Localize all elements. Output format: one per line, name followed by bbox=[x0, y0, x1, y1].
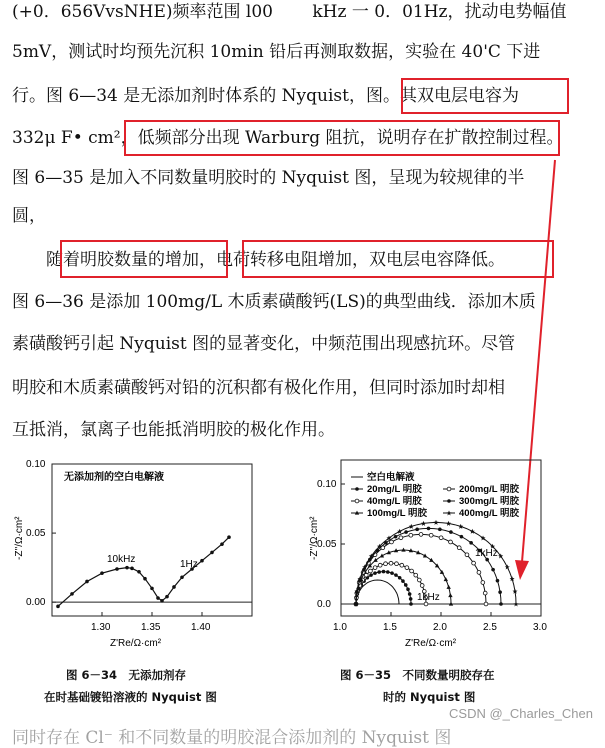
text-line: 明胶和木质素磺酸钙对铅的沉积都有极化作用，但同时添加时却相 bbox=[12, 378, 505, 398]
data-point bbox=[408, 592, 412, 596]
annotation-label: 1kHz bbox=[417, 592, 440, 603]
figure-6-34 bbox=[10, 450, 260, 654]
data-point bbox=[498, 590, 502, 594]
data-point bbox=[377, 570, 381, 574]
x-tick-label: 2.0 bbox=[433, 622, 447, 633]
annotation-label: 1kHz bbox=[475, 548, 498, 559]
data-point bbox=[180, 576, 184, 580]
data-point bbox=[378, 563, 382, 567]
x-tick-label: 1.0 bbox=[333, 622, 347, 633]
data-point bbox=[414, 573, 418, 577]
data-point bbox=[469, 541, 473, 545]
text-line: 互抵消，氯离子也能抵消明胶的极化作用。 bbox=[12, 420, 335, 440]
data-point bbox=[415, 528, 419, 532]
data-point bbox=[373, 571, 377, 575]
data-point bbox=[420, 584, 424, 588]
text-line: 5mV，测试时均预先沉积 10min 铅后再测取数据，实验在 40'C 下进 bbox=[12, 42, 541, 62]
series-line bbox=[58, 537, 229, 606]
data-point bbox=[421, 521, 426, 526]
text-line: 行。图 6—34 是无添加剂时体系的 Nyquist，图。其双电层电容为 bbox=[12, 86, 519, 106]
data-point bbox=[447, 499, 451, 503]
text-line: 332μ F• cm²，低频部分出现 Warburg 阻抗，说明存在扩散控制过程。 bbox=[12, 128, 564, 148]
data-point bbox=[404, 583, 408, 587]
data-point bbox=[227, 535, 231, 539]
data-point bbox=[409, 533, 413, 537]
data-point bbox=[409, 602, 413, 606]
text-line: (+0．656VvsNHE)频率范围 l00 kHz 一 0．01Hz，扰动电势幅值 bbox=[12, 2, 567, 22]
data-point bbox=[355, 487, 359, 491]
data-point bbox=[150, 587, 154, 591]
data-point bbox=[484, 602, 488, 606]
text-line-cut-off: 同时存在 Cl⁻ 和不同数量的明胶混合添加剂的 Nyquist 图 bbox=[12, 728, 452, 748]
x-tick-label: 1.35 bbox=[141, 622, 161, 633]
data-point bbox=[143, 577, 147, 581]
legend-entry: 300mg/L 明胶 bbox=[459, 496, 520, 507]
data-point bbox=[470, 529, 475, 534]
data-point bbox=[382, 570, 386, 574]
data-point bbox=[465, 553, 469, 557]
data-point bbox=[85, 580, 89, 584]
data-point bbox=[397, 529, 402, 534]
legend-entry: 100mg/L 明胶 bbox=[367, 508, 428, 519]
figure-caption: 时的 Nyquist 图 bbox=[383, 690, 476, 704]
data-point bbox=[390, 540, 394, 544]
data-point bbox=[496, 579, 500, 583]
data-point bbox=[514, 602, 519, 607]
data-point bbox=[70, 592, 74, 596]
data-point bbox=[137, 570, 141, 574]
data-point bbox=[405, 566, 409, 570]
data-point bbox=[449, 530, 453, 534]
data-point bbox=[398, 576, 402, 580]
data-point bbox=[390, 571, 394, 575]
x-axis-label: Z'Re/Ω·cm² bbox=[405, 638, 457, 649]
x-axis-label: Z'Re/Ω·cm² bbox=[110, 638, 162, 649]
y-tick-label: 0.10 bbox=[26, 459, 46, 470]
data-point bbox=[505, 564, 510, 569]
text-line: 素磺酸钙引起 Nyquist 图的显著变化，中频范围出现感抗环。尽管 bbox=[12, 334, 516, 354]
series-line bbox=[356, 572, 411, 604]
text-line: 图 6—36 是添加 100mg/L 木质素磺酸钙(LS)的典型曲线．添加木质 bbox=[12, 292, 536, 312]
chart-title: 无添加剂的空白电解液 bbox=[64, 472, 164, 483]
x-tick-label: 1.5 bbox=[383, 622, 397, 633]
figure-caption: 在时基础镀铅溶液的 Nyquist 图 bbox=[44, 690, 217, 704]
y-tick-label: 0.0 bbox=[317, 599, 331, 610]
data-point bbox=[395, 562, 399, 566]
data-point bbox=[400, 563, 404, 567]
data-point bbox=[446, 521, 451, 526]
data-point bbox=[429, 533, 433, 537]
data-point bbox=[434, 520, 439, 525]
data-point bbox=[429, 558, 433, 562]
data-point bbox=[130, 567, 134, 571]
figure-caption: 图 6－35 不同数量明胶存在 bbox=[340, 668, 495, 682]
data-point bbox=[449, 540, 453, 544]
legend-entry: 400mg/L 明胶 bbox=[459, 508, 520, 519]
data-point bbox=[457, 546, 461, 550]
annotation-label: 1Hz bbox=[180, 559, 198, 570]
data-point bbox=[160, 599, 164, 603]
x-tick-label: 3.0 bbox=[533, 622, 547, 633]
data-point bbox=[481, 581, 485, 585]
data-point bbox=[447, 487, 451, 491]
data-point bbox=[427, 527, 431, 531]
data-point bbox=[220, 542, 224, 546]
data-point bbox=[384, 562, 388, 566]
x-tick-label: 1.40 bbox=[191, 622, 211, 633]
data-point bbox=[355, 499, 359, 503]
text-line: 圆， bbox=[12, 206, 46, 226]
legend-entry: 200mg/L 明胶 bbox=[459, 484, 520, 495]
text-line: 随着明胶数量的增加，电荷转移电阻增加，双电层电容降低。 bbox=[12, 250, 505, 270]
x-tick-label: 1.30 bbox=[91, 622, 111, 633]
y-tick-label: 0.05 bbox=[317, 539, 337, 550]
data-point bbox=[419, 533, 423, 537]
data-point bbox=[373, 566, 377, 570]
data-point bbox=[210, 551, 214, 555]
data-point bbox=[172, 585, 176, 589]
data-point bbox=[406, 587, 410, 591]
data-point bbox=[369, 569, 373, 573]
data-point bbox=[439, 536, 443, 540]
data-point bbox=[200, 559, 204, 563]
data-point bbox=[373, 558, 377, 562]
figure-caption: 图 6－34 无添加剂存 bbox=[66, 668, 187, 682]
data-point bbox=[394, 535, 398, 539]
data-point bbox=[369, 573, 373, 577]
data-point bbox=[410, 569, 414, 573]
data-point bbox=[409, 597, 413, 601]
data-point bbox=[491, 568, 495, 572]
data-point bbox=[125, 566, 129, 570]
data-point bbox=[394, 573, 398, 577]
data-point bbox=[444, 577, 448, 581]
y-tick-label: 0.00 bbox=[26, 597, 46, 609]
data-point bbox=[438, 528, 442, 532]
data-point bbox=[483, 591, 487, 595]
data-point bbox=[156, 596, 160, 600]
data-point bbox=[56, 605, 60, 609]
data-point bbox=[399, 536, 403, 540]
data-point bbox=[448, 593, 452, 597]
data-point bbox=[404, 530, 408, 534]
legend-entry: 20mg/L 明胶 bbox=[367, 484, 422, 495]
y-axis-label: -Z''/Ω·cm² bbox=[14, 516, 25, 560]
data-point bbox=[389, 561, 393, 565]
nyquist-chart-gelatin bbox=[305, 450, 565, 650]
figure-6-35 bbox=[305, 450, 565, 654]
y-tick-label: 0.05 bbox=[26, 528, 46, 540]
data-point bbox=[165, 595, 169, 599]
data-point bbox=[472, 561, 476, 565]
y-tick-label: 0.10 bbox=[317, 479, 337, 490]
data-point bbox=[115, 567, 119, 571]
data-point bbox=[100, 571, 104, 575]
data-point bbox=[401, 579, 405, 583]
legend-entry: 40mg/L 明胶 bbox=[367, 496, 422, 507]
data-point bbox=[447, 511, 452, 516]
data-point bbox=[499, 602, 503, 606]
text-line: 图 6—35 是加入不同数量明胶时的 Nyquist 图，呈现为较规律的半 bbox=[12, 168, 525, 188]
data-point bbox=[458, 524, 463, 529]
data-point bbox=[386, 570, 390, 574]
data-point bbox=[460, 535, 464, 539]
annotation-label: 10kHz bbox=[107, 554, 136, 565]
data-point bbox=[417, 578, 421, 582]
data-point bbox=[477, 571, 481, 575]
data-point bbox=[409, 524, 414, 529]
y-axis-label: -Z''/Ω·cm² bbox=[309, 516, 320, 560]
legend-entry: 空白电解液 bbox=[367, 472, 415, 483]
x-tick-label: 2.5 bbox=[483, 622, 497, 633]
nyquist-chart-blank bbox=[10, 450, 260, 650]
watermark: CSDN @_Charles_Chen bbox=[449, 706, 593, 721]
data-point bbox=[446, 585, 450, 589]
